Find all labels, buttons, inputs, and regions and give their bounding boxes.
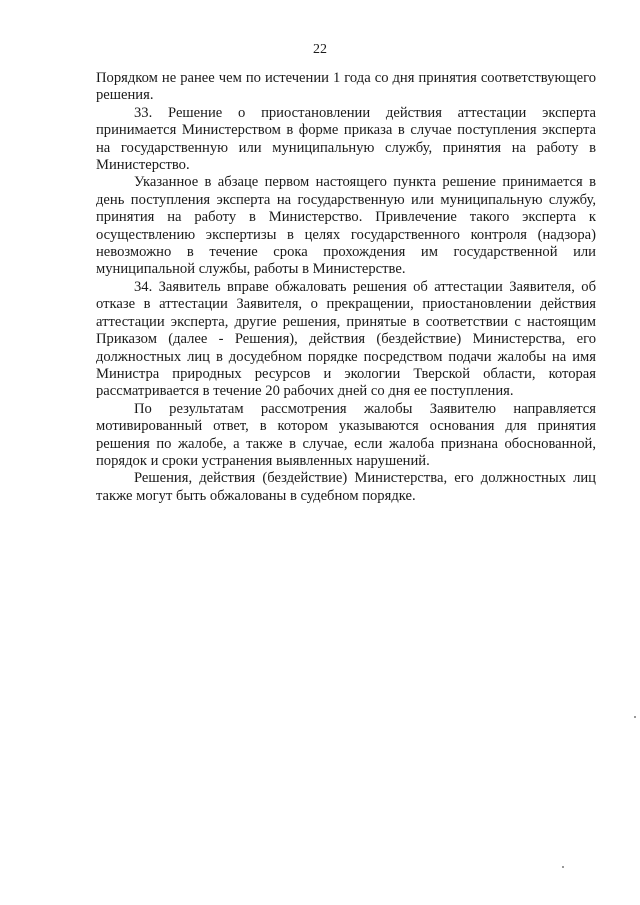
paragraph-item-33: 33. Решение о приостановлении действия аттестации эксперта принимается Министерством в форме приказа в случае поступления эксперта на государственную или муниципальную службу, принятия на работу в Министерство.	[96, 104, 596, 174]
paragraph-item-34-court: Решения, действия (бездействие) Министерства, его должностных лиц также могут быть обжалованы в судебном порядке.	[96, 470, 596, 504]
document-body	[96, 70, 596, 505]
scan-speck	[634, 716, 636, 718]
paragraph-item-34-review: По результатам рассмотрения жалобы Заявителю направляется мотивированный ответ, в котором указываются основания для принятия решения по жалобе, а также в случае, если жалоба признана обоснованной, порядок и сроки устранения выявленных нарушений.	[96, 400, 596, 469]
paragraph-continuation: Порядком не ранее чем по истечении 1 года со дня принятия соответствующего решения.	[96, 70, 596, 104]
page-number: 22	[313, 42, 327, 57]
paragraph-item-34: 34. Заявитель вправе обжаловать решения об аттестации Заявителя, об отказе в аттестации Заявителя, о прекращении, приостановлении действия аттестации эксперта, другие решения, принятые в соответствии с настоящим Приказом (далее - Решения), действия (бездействие) Министерства, его должностных лиц в досудебном порядке посредством подачи жалобы на имя Министра природных ресурсов и экологии Тверской области, которая рассматривается в течение 20 рабочих дней со дня ее поступления.	[96, 278, 596, 400]
paragraph-item-33-second: Указанное в абзаце первом настоящего пункта решение принимается в день поступления эксперта на государственную или муниципальную службу, принятия на работу в Министерство. Привлечение такого эксперта к осуществлению экспертизы в целях государственного контроля (надзора) невозможно в течение срока прохождения им государственной или муниципальной службы, работы в Министерстве.	[96, 174, 596, 278]
scan-speck	[562, 866, 564, 868]
